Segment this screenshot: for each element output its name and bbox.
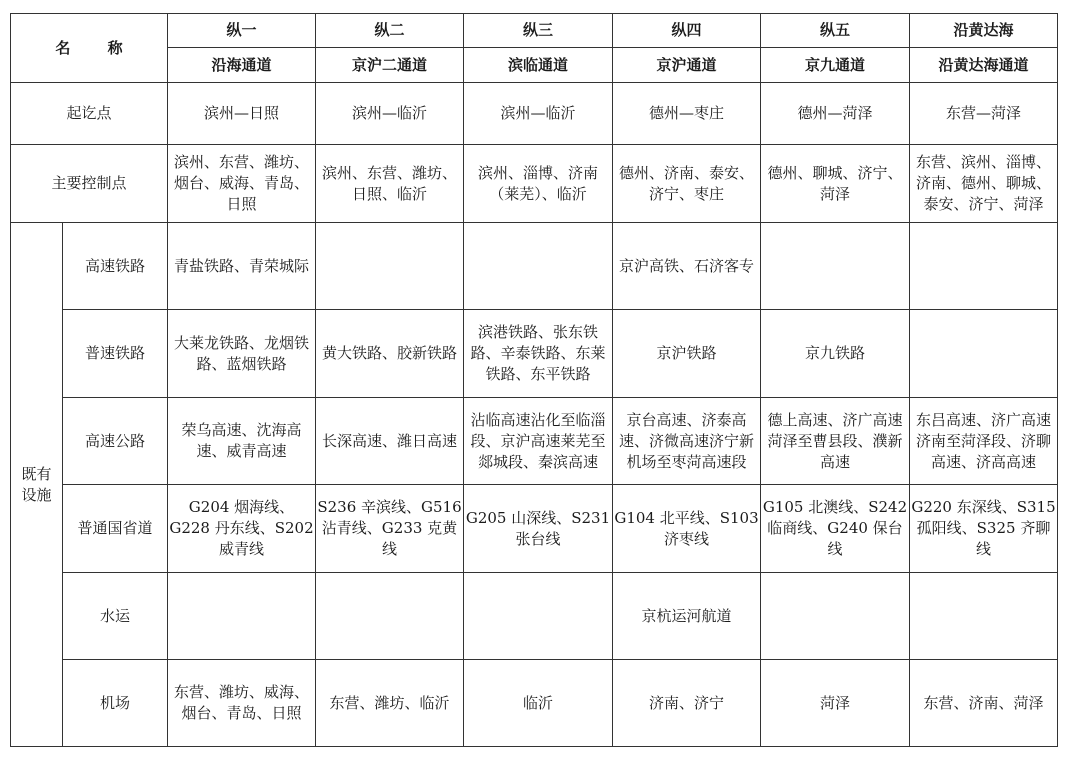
table-cell: 沾临高速沾化至临淄段、京沪高速莱芜至郯城段、秦滨高速 xyxy=(464,398,613,485)
table-cell: S236 辛滨线、G516 沾青线、G233 克黄线 xyxy=(316,485,464,573)
table-cell: 滨州—日照 xyxy=(168,83,316,145)
table-row-national-roads xyxy=(11,485,1058,573)
table-row-waterway xyxy=(11,573,1058,660)
table-cell xyxy=(168,573,316,660)
column-header-3: 纵三 xyxy=(464,14,613,48)
table-cell: 长深高速、潍日高速 xyxy=(316,398,464,485)
table-cell: 济南、济宁 xyxy=(613,660,761,747)
row-label-highway: 高速公路 xyxy=(63,398,168,485)
row-label-waterway: 水运 xyxy=(63,573,168,660)
name-header-cell xyxy=(11,14,168,83)
table-cell: 荣乌高速、沈海高速、威青高速 xyxy=(168,398,316,485)
table-cell: 德州、济南、泰安、济宁、枣庄 xyxy=(613,145,761,223)
table-cell: 滨州—临沂 xyxy=(464,83,613,145)
table-row-highway xyxy=(11,398,1058,485)
corridor-table xyxy=(10,13,1058,747)
table-cell: 东吕高速、济广高速济南至菏泽段、济聊高速、济高高速 xyxy=(910,398,1058,485)
table-cell xyxy=(761,223,910,310)
column-subheader-2: 京沪二通道 xyxy=(316,48,464,83)
table-cell: 京杭运河航道 xyxy=(613,573,761,660)
table-cell: 菏泽 xyxy=(761,660,910,747)
table-cell: G204 烟海线、G228 丹东线、S202 威青线 xyxy=(168,485,316,573)
table-cell: 德州、聊城、济宁、菏泽 xyxy=(761,145,910,223)
table-cell xyxy=(910,310,1058,398)
column-subheader-1: 沿海通道 xyxy=(168,48,316,83)
row-label-regular-rail: 普速铁路 xyxy=(63,310,168,398)
table-cell: 东营、济南、菏泽 xyxy=(910,660,1058,747)
existing-facilities-label: 既有设施 xyxy=(21,464,52,504)
table-row-airport xyxy=(11,660,1058,747)
row-label-airport: 机场 xyxy=(63,660,168,747)
row-label-endpoints: 起讫点 xyxy=(11,83,168,145)
table-cell: 京沪铁路 xyxy=(613,310,761,398)
table-row-high-speed-rail xyxy=(11,223,1058,310)
column-subheader-4: 京沪通道 xyxy=(613,48,761,83)
row-group-existing-facilities xyxy=(11,223,63,747)
table-cell: 东营—菏泽 xyxy=(910,83,1058,145)
table-cell: 滨港铁路、张东铁路、辛泰铁路、东莱铁路、东平铁路 xyxy=(464,310,613,398)
table-row-regular-rail xyxy=(11,310,1058,398)
table-cell xyxy=(464,223,613,310)
row-label-national-roads: 普通国省道 xyxy=(63,485,168,573)
table-cell: 滨州、东营、潍坊、烟台、威海、青岛、日照 xyxy=(168,145,316,223)
table-row-endpoints xyxy=(11,83,1058,145)
table-cell: 德上高速、济广高速菏泽至曹县段、濮新高速 xyxy=(761,398,910,485)
table-cell: 滨州—临沂 xyxy=(316,83,464,145)
table-cell: 黄大铁路、胶新铁路 xyxy=(316,310,464,398)
row-label-control-points: 主要控制点 xyxy=(11,145,168,223)
table-cell: 东营、滨州、淄博、济南、德州、聊城、泰安、济宁、菏泽 xyxy=(910,145,1058,223)
column-header-6: 沿黄达海 xyxy=(910,14,1058,48)
table-cell: 青盐铁路、青荣城际 xyxy=(168,223,316,310)
table-cell: 东营、潍坊、临沂 xyxy=(316,660,464,747)
column-header-4: 纵四 xyxy=(613,14,761,48)
table-cell: 东营、潍坊、威海、烟台、青岛、日照 xyxy=(168,660,316,747)
column-header-2: 纵二 xyxy=(316,14,464,48)
table-cell: 临沂 xyxy=(464,660,613,747)
table-cell xyxy=(316,573,464,660)
table-cell: G205 山深线、S231 张台线 xyxy=(464,485,613,573)
table-cell: 京九铁路 xyxy=(761,310,910,398)
column-subheader-5: 京九通道 xyxy=(761,48,910,83)
table-cell: 京台高速、济泰高速、济微高速济宁新机场至枣菏高速段 xyxy=(613,398,761,485)
table-cell xyxy=(316,223,464,310)
table-cell: 德州—菏泽 xyxy=(761,83,910,145)
table-cell xyxy=(910,223,1058,310)
table-cell xyxy=(464,573,613,660)
column-subheader-3: 滨临通道 xyxy=(464,48,613,83)
table-cell: G104 北平线、S103 济枣线 xyxy=(613,485,761,573)
header-row-sub xyxy=(11,48,1058,83)
table-cell: 大莱龙铁路、龙烟铁路、蓝烟铁路 xyxy=(168,310,316,398)
header-row-top xyxy=(11,14,1058,48)
table-cell: G220 东深线、S315 孤阳线、S325 齐聊线 xyxy=(910,485,1058,573)
column-header-5: 纵五 xyxy=(761,14,910,48)
table-cell: 滨州、淄博、济南（莱芜）、临沂 xyxy=(464,145,613,223)
table-cell: 德州—枣庄 xyxy=(613,83,761,145)
table-cell: 京沪高铁、石济客专 xyxy=(613,223,761,310)
table-cell xyxy=(910,573,1058,660)
table-cell xyxy=(761,573,910,660)
table-cell: G105 北澳线、S242 临商线、G240 保台线 xyxy=(761,485,910,573)
table-row-control-points xyxy=(11,145,1058,223)
column-subheader-6: 沿黄达海通道 xyxy=(910,48,1058,83)
row-label-high-speed-rail: 高速铁路 xyxy=(63,223,168,310)
column-header-1: 纵一 xyxy=(168,14,316,48)
table-cell: 滨州、东营、潍坊、日照、临沂 xyxy=(316,145,464,223)
name-header-label: 名 称 xyxy=(55,38,139,57)
